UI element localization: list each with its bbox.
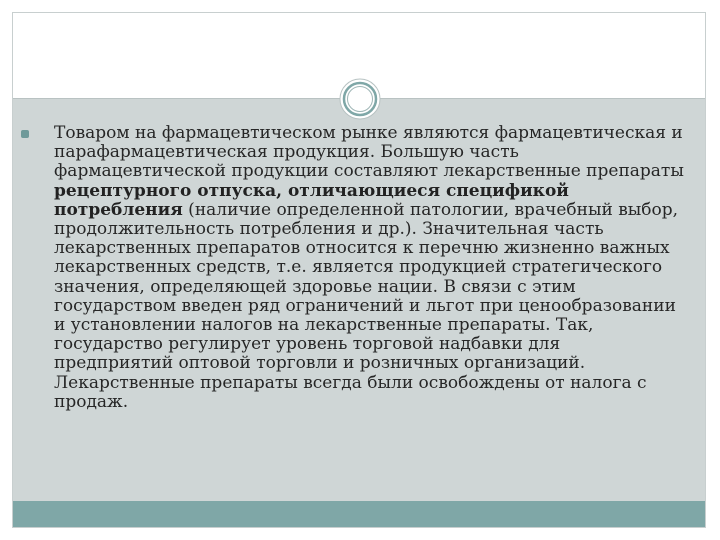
footer-bar: [13, 501, 705, 527]
body-text-block: [34, 124, 684, 412]
bold-text: рецептурного отпуска, отличающиеся спецификой потребления: [54, 180, 569, 220]
text-before-bold: Товаром на фармацевтическом рынке являются фармацевтическая и парафармацевтическая продукция. Большую часть фармацевтической продукции составляют лекарственные препараты: [54, 123, 684, 182]
body-paragraph: [34, 124, 684, 412]
text-after-bold: (наличие определенной патологии, врачебный выбор, продолжительность потребления и др.). Значительная часть лекарственных препаратов относится к перечню жизненно важных лекарственных средств, т.е. является продукцией стратегического значения, определяющей здоровье нации. В связи с этим государством введен ряд ограничений и льгот при ценообразовании и установлении налогов на лекарственные препараты. Так, государство регулирует уровень торговой надбавки для предприятий оптовой торговли и розничных организаций. Лекарственные препараты всегда были освобождены от налога с продаж.: [54, 199, 679, 412]
bullet-icon: [21, 130, 29, 138]
circle-emblem-icon: [339, 78, 381, 120]
